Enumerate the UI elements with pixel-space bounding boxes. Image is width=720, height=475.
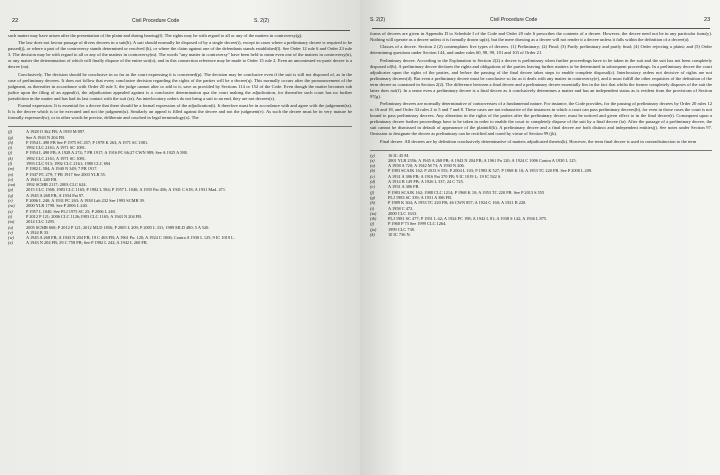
footnote-text: 2001 YLR 2356; A 1945 A 268 FB; A 1943 N 204 FB; A 1961 Pu 120; A 1924 C 1006 Contra A 1930 L 125.: [388, 157, 577, 163]
footnote-key: (y): [370, 152, 375, 158]
footnote-key: (m): [8, 166, 15, 172]
left-running-title: Civil Procedure Code: [132, 18, 180, 24]
right-paragraph: Classes of a decree. Section 2 (2) contemplates five types of decrees. (1) Preliminary; (2) Final; (3) Partly preliminary and partly final; (4) Order rejecting a plaint; and (5) Order determining questions under Section 144, and under rules 60, 98, 99, 101 and 103 of Order 21.: [370, 44, 712, 56]
footnote-text: P 1947 PC 279; 7 PR 1917 See 2003 YLR 55.: [26, 171, 106, 177]
right-header-rule: [372, 28, 710, 29]
footnote-key: (u): [8, 224, 14, 230]
footnote-row: [370, 232, 712, 237]
footnote-text: PLJ 1981 SC 477; P 1951 L 42; A 1924 PC 198; A 1942 L 81; A 1938 S 142; A 1936 L 875.: [388, 216, 548, 222]
left-paragraph: Formal expression. It is essential for a decree that there should be a formal expression of the adjudication(t). It therefore must be in accordance with and agree with the judgement(ta). It is the decree which is to be executed and not the judgment(u). Similarly an appeal is filled against the decree and not the judgment(v). As such the decree must be in very mature be formally expressed(w), or in other words be precise, deliberate and couched in legal terminology(x). The: [8, 103, 352, 121]
left-paragraph: The law does not favour passage of divers decrees in a suit(h). A suit should normally be disposed of by a single decree(i), except in cases where a preliminary decree is required to be passed(j), or where a part of the controversy stands determined or resolved (k), or where the claim against one of the defendants stands established(l). See Order 12 rule 6 and Order 23 rule 3. The decision may be with regard to all or any of the matters in controversy(m). The words "any matter in controversy" have been held to mean even one of the matters in controversy(n), or any matter the determination of which will finally dispose of the entire suit(o), and in this connection reference may be made to Order 15 rule 2. Even an uncontested ex-parte decree is a decree (oa).: [8, 40, 352, 70]
footnote-text: A 1928 O 362 FB; A 1939 M 897.: [26, 129, 86, 135]
left-footnotes: [8, 126, 352, 246]
right-paragraph: forms of decrees are given in Appendix D to Schedule I of the Code and Order 20 rule 6 prescribes the contents of a decree. However, the decree need not be in any particular form(y). Nothing will operate as a decree unless it is formally drawn up(z), but the mere drawing as a decree will not render it a decree unless it falls within the definition of a decree(a).: [370, 31, 712, 43]
footnote-key: (ja): [370, 226, 377, 232]
right-paragraph: Preliminary decrees are normally determinative of controversies of a fundamental nature. For instance, the Code provides, for the passing of preliminary decrees by Order 20 rules 12 to 16 and 18, and Order 34 rules 2 to 5 and 7 and 8. These cases are not exhaustive of the instances in which a court can pass preliminary decrees(h), for even in those cases the court is not bound to pass preliminary decrees. Any alteration in the rights of the parties after the preliminary decree, must be noticed and given effect to in the final decree(i). Consequent upon a preliminary decree further proceedings have to be taken in order to enable the court to completely dispose of the suit by a final decree (ia). After the passage of a preliminary decree, the suit cannot be dismissed in default of appearance of the plaintiff(k). A preliminary decree and a final decree are both distinct and independent entities(j). See notes under Section 97. Omission to designate the decree as preliminary can be rectified and cured by virtue of Section 99 (jk).: [370, 101, 712, 137]
right-footnotes: [370, 150, 712, 238]
footnote-key: (c): [370, 173, 375, 179]
right-running-head: [370, 6, 712, 28]
footnote-key: (ta): [8, 219, 15, 225]
footnote-text: 1992 SCMR 2117; 2003 CLC 624.: [26, 182, 87, 188]
footnote-text: 10 IC 736 N.: [388, 232, 411, 238]
footnote-text: P 1954 L 490 FB See P 1975 SC 457; P 1978 K 263; A 1971 SC 1081.: [26, 139, 149, 145]
footnote-text: P 1960 P 73 See 1999 CLC 1264.: [388, 221, 447, 227]
footnote-key: (q): [8, 192, 14, 198]
footnote-text: A 1945 A 268 FB; A 1943 N 204 FB; 19 C 463 FB; A 1961 Pu. 120; A 1924 C 1006; Contra A 1930 L 125; 9 IC 1019 L.: [26, 235, 235, 241]
footnote-text: 16 IC 45 M.: [388, 152, 410, 158]
footnote-key: (e): [370, 184, 375, 190]
footnote-text: P 1957 L 1040. See PLJ 1975 SC 25; P 2006 L 240.: [26, 208, 116, 214]
footnote-key: (n): [8, 171, 14, 177]
footnote-key: (x): [8, 240, 13, 246]
footnote-key: (r): [8, 198, 13, 204]
left-section-ref: S. 2(2): [254, 18, 270, 24]
footnote-text: P 1954 L 490 FB; A 1928 A 274; 7 PR 1917; A 1916 PC 66;27 CWN 989; See A 1925 A 588.: [26, 150, 188, 156]
right-running-title: Civil Procedure Code: [490, 17, 538, 23]
footnote-key: (ra): [8, 203, 15, 209]
footnote-text: 1992 CLC 2161; A 1971 SC 1081.: [26, 155, 86, 161]
footnote-key: (w): [8, 235, 14, 241]
footnote-key: (ib): [370, 216, 377, 222]
footnote-key: (ia): [370, 210, 377, 216]
footnote-text: See A 1943 N 204 FB.: [26, 134, 66, 140]
left-paragraph: such matter may have arisen after the presentation of the plaint and during hearing(f). The rights may be with regard to all or any of the matters in controversy(g).: [8, 33, 303, 38]
footnote-key: (a): [370, 163, 376, 169]
footnote-key: (h): [370, 200, 376, 206]
right-paragraph: Final decree. All decrees are by definition conclusively determinative of matters adjudicated therein(k). However, the term final decree is used in contradistinction to the term: [380, 138, 697, 144]
footnote-text: P 1989 K 304; A 1953 TC 220 FB; 46 CWN 857; A 1924 C 160; A 1921 B 220.: [388, 200, 527, 206]
left-running-head: [8, 8, 352, 30]
right-body-text: [370, 31, 712, 145]
footnote-key: (f): [370, 189, 375, 195]
footnote-key: (t): [8, 213, 13, 219]
footnote-key: (k): [8, 155, 13, 161]
footnote-text: A 1914 B 149 FB; A 1926 L 337; 24 C 725.: [388, 179, 464, 185]
footnote-text: 2015 CLC 1568; 1983 CLC 1165; P 1982 L 584; P 1957 L 1040; A 1935 Pat 456; A 1941 C 618; A 1931 Mad. 471.: [26, 187, 227, 193]
left-page-number: 22: [12, 18, 19, 24]
footnote-text: PLJ 1983 SC 339; A 1931 A 386 FB.: [388, 194, 453, 200]
right-page-number: 23: [704, 17, 711, 23]
footnote-key: (d): [370, 179, 376, 185]
footnote-text: P 1982 L 584; A 1940 N 349; 7 PR 1917.: [26, 166, 98, 172]
footnote-key: (b): [370, 168, 376, 174]
footnote-text: A 1958 C 472.: [388, 205, 414, 211]
footnote-key: (g): [8, 134, 14, 140]
left-body-text: [8, 33, 352, 121]
footnote-row: [8, 240, 352, 245]
right-page: [360, 0, 720, 475]
footnote-text: A 1943 L 240 FB.: [26, 176, 58, 182]
footnote-key: (s): [8, 208, 13, 214]
footnote-key: (p): [8, 187, 14, 193]
footnote-text: A 1958 A 720; A 1942 M 73; A 1930 N 206.: [388, 163, 465, 169]
footnote-text: P 1983 SCAJK 162; 1988 CLC 1214; P 1968 K 10; A 1953 TC 220 FB. See P 2013 S 555: [388, 189, 545, 195]
right-paragraph: Preliminary decree. According to the Explanation to Section 2(2) a decree is preliminary when further proceedings have to be taken in the suit and the suit has not been completely disposed of(b). A preliminary decree declares the rights and obligations of the parties leaving further matters to be determined in subsequent proceedings. In a preliminary decree the court adjudicates upon the rights of the parties, and before the passing of the final decree takes steps to enable complete disposal(c). Interlocutory orders not decisive of rights are not preliminary decrees(d). But even a preliminary decree must be conclusive so far as it deals with any matter in controversy(e), and it must fulfill the other requisites of the definition of the term decree as contained in Section 2(2). The difference between a final decree and a preliminary decree essentially lies in the fact that whilst the former completely disposes of the suit the latter does not(f). In a sense even a preliminary decree is a final decree as it conclusively determines a matter and has an independent status as is evident from the provisions of Section 97(g).: [370, 57, 712, 99]
footnote-key: (l): [8, 161, 13, 166]
footnote-key: (z): [370, 157, 375, 163]
footnote-key: (o): [8, 176, 14, 182]
footnote-text: 2005 SCMR 668; P 2012 P 121; 2012 MLD 1856; P 2005 L 209; P 2005 L 331; 1989 MLD 480; 5 A 520.: [26, 224, 210, 230]
footnote-text: 1993 CLC 913; 1992 CLC 2161; 1980 CLC 694: [26, 161, 111, 166]
footnote-key: (j): [370, 221, 375, 227]
left-header-rule: [10, 30, 350, 31]
right-section-ref: S. 2(2): [370, 17, 386, 23]
left-paragraph: Conclusively. The decision should be conclusive in so far as the court expressing it is concerned(p). The decision may be conclusive even if the suit is still not disposed of, as in the case of preliminary decrees. It does not follow that every conclusive decision regarding the rights of the parties will be a decree(q). This normally occurs after the pronouncement of the judgment, as thereafter in accordance with Order 20 rule 3, the judge cannot alter or add to it, save as provided by Sections 114 or 152 of the Code. Even though the matter becomes sub judice upon the filing of an appeal(r), the adjudication appealed against is a conclusive determination qua the court making the adjudication, for thereafter such court has no further jurisdiction in the matter and has had its last contact with the suit (ra). An interlocutory orders do not bring a suit to an end, they are not decrees(s).: [8, 71, 352, 101]
footnote-text: A 1924 B 33.: [26, 229, 50, 235]
footnote-key: (i): [8, 145, 13, 151]
footnote-text: A 1943 N 204 FB; 29 C 758 FB; See P 1982 L 242; A 1942 L 260 FB.: [26, 240, 148, 246]
footnote-text: 2000 CLC 1633.: [388, 210, 418, 216]
footnote-text: A 1931 A 386 FB; A 1916 Pat 370 FB; 9 IC 1019 L; 19 IC 922 S.: [388, 173, 502, 179]
footnote-text: P 1983 SCAJK 162; P 2013 S 555; P 2004 L 103; P 1983 K 527; P 1968 K 10; A 1953 TC 220 FB. See P 2008 L 209.: [388, 168, 593, 174]
footnote-key: (v): [8, 229, 13, 235]
footnote-text: P 2012 P 121; 2006 CLC 1126;1983 CLC 1165; A 1943 N 204 FB.: [26, 213, 143, 219]
footnote-text: P 2006 L 240; A 1931 PC 263; A 1938 Lah 232 See 1993 SCMR 39.: [26, 198, 145, 204]
footnote-key: (k): [370, 232, 375, 238]
footnote-text: 1992 CLC 2161; A 1971 SC 1081.: [26, 145, 86, 151]
footnote-key: (f): [8, 129, 13, 135]
footnote-key: (g): [370, 194, 376, 200]
footnote-text: A 1931 A 386 FB.: [388, 184, 420, 190]
footnote-text: 2014 CLC 1295.: [26, 219, 56, 225]
footnote-key: (i): [370, 205, 375, 211]
footnote-text: 2000 YLR 1798. See P 2006 L 240.: [26, 203, 88, 209]
footnote-key: (j): [8, 150, 13, 156]
footnote-text: 1999 CLC 738.: [388, 226, 415, 232]
footnote-key: (h): [8, 139, 14, 145]
footnote-text: A 1945 A 268 FB; A 1934 Pat 97.: [26, 192, 85, 198]
footnote-key: (oa): [8, 182, 16, 188]
